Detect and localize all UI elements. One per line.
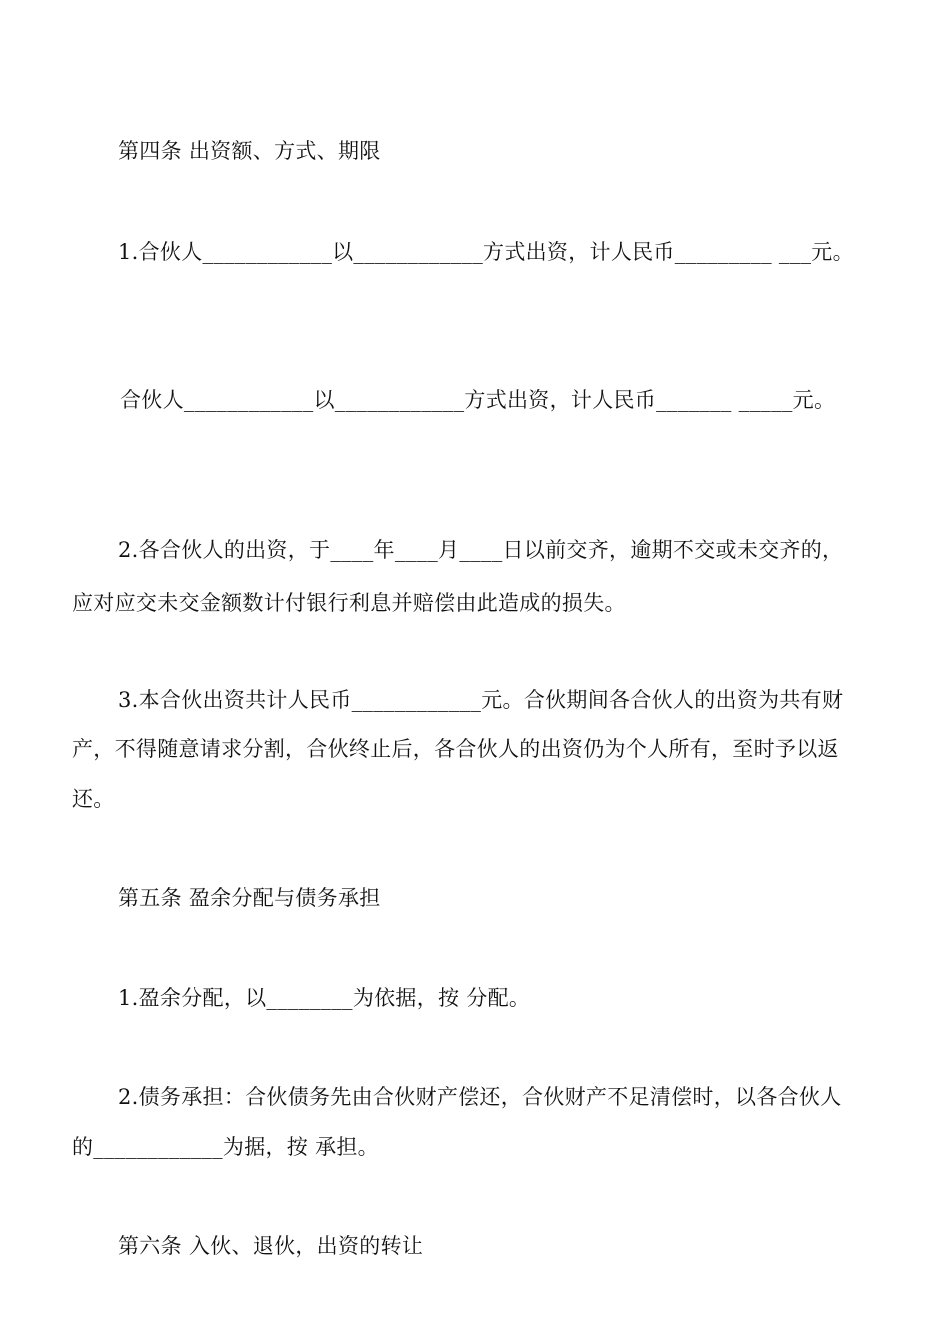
article-4-item-3-line-3: 还。 [72,787,115,811]
article-4-item-1-line-1: 1.合伙人____________以____________方式出资，计人民币_________ ___元。 [118,240,854,264]
article-4-item-3-line-2: 产，不得随意请求分割，合伙终止后，各合伙人的出资仍为个人所有，至时予以返 [72,737,839,761]
article-4-heading: 第四条 出资额、方式、期限 [118,139,381,163]
article-4-item-2-line-2: 应对应交未交金额数计付银行利息并赔偿由此造成的损失。 [72,591,626,615]
article-6-heading: 第六条 入伙、退伙，出资的转让 [118,1234,424,1258]
article-4-item-2-line-1: 2.各合伙人的出资，于____年____月____日以前交齐，逾期不交或未交齐的， [118,538,844,562]
article-4-item-1-line-2: 合伙人____________以____________方式出资，计人民币_______ _____元。 [120,388,836,412]
article-5-item-1: 1.盈余分配，以________为依据，按 分配。 [118,986,531,1010]
article-5-heading: 第五条 盈余分配与债务承担 [118,886,381,910]
article-5-item-2-line-2: 的____________为据，按 承担。 [72,1135,379,1159]
article-5-item-2-line-1: 2.债务承担：合伙债务先由合伙财产偿还，合伙财产不足清偿时，以各合伙人 [118,1085,842,1109]
article-4-item-3-line-1: 3.本合伙出资共计人民币____________元。合伙期间各合伙人的出资为共有财 [118,688,844,712]
